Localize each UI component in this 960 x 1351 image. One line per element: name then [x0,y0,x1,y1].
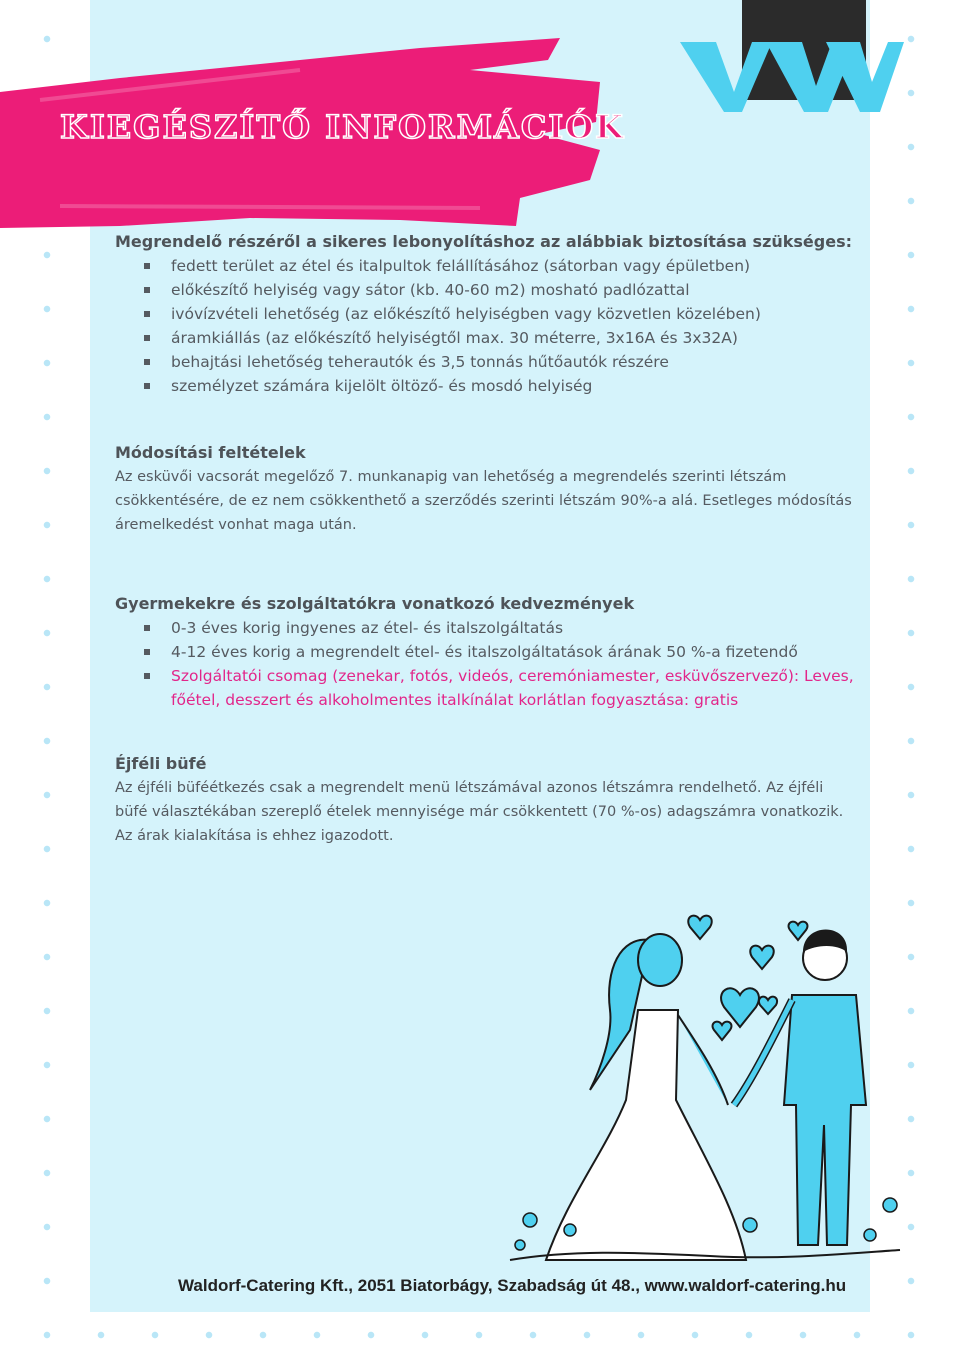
modifications-text: Az esküvői vacsorát megelőző 7. munkanapig van lehetőség a megrendelés szerinti létszám csökkentésére, de ez nem csökkenthető a szerződés szerinti létszám 90%-a alá. Esetleges módosítás áremelkedést vonhat maga után. [115,469,852,533]
footer-address: Waldorf-Catering Kft., 2051 Biatorbágy, Szabadság út 48., www.waldorf-catering.hu [178,1276,847,1295]
page-title: KIEGÉSZÍTŐ INFORMÁCIÓK [60,108,625,146]
waldorf-logo [676,0,906,125]
buffet-section [115,752,855,848]
list-item: 4-12 éves korig a megrendelt étel- és italszolgáltatások árának 50 %-a fizetendő [171,640,855,664]
discounts-heading: Gyermekekre és szolgáltatókra vonatkozó kedvezmények [115,594,635,613]
list-item: előkészítő helyiség vagy sátor (kb. 40-60 m2) mosható padlózattal [171,278,852,302]
discounts-list [115,616,855,712]
modifications-heading: Módosítási feltételek [115,443,306,462]
requirements-heading: Megrendelő részéről a sikeres lebonyolításhoz az alábbiak biztosítása szükséges: [115,232,853,251]
list-item: fedett terület az étel és italpultok felállításához (sátorban vagy épületben) [171,254,852,278]
discounts-section [115,592,855,712]
list-item: áramkiállás (az előkészítő helyiségtől max. 30 méterre, 3x16A és 3x32A) [171,326,852,350]
modifications-section [115,441,855,537]
list-item: Szolgáltatói csomag (zenekar, fotós, videós, ceremóniamester, esküvőszervező): Leves, főétel, desszert és alkoholmentes italkínálat korlátlan fogyasztása: gratis [171,664,855,712]
list-item: személyzet számára kijelölt öltöző- és mosdó helyiség [171,374,852,398]
requirements-section [115,230,852,398]
wedding-couple-illustration [500,900,910,1280]
buffet-heading: Éjféli büfé [115,754,207,773]
list-item: ivóvízvételi lehetőség (az előkészítő helyiségben vagy közvetlen közelében) [171,302,852,326]
list-item: 0-3 éves korig ingyenes az étel- és italszolgáltatás [171,616,855,640]
requirements-list [115,254,852,398]
list-item: behajtási lehetőség teherautók és 3,5 tonnás hűtőautók részére [171,350,852,374]
buffet-text: Az éjféli büféétkezés csak a megrendelt menü létszámával azonos létszámra rendelhető. Az éjféli büfé választékában szereplő ételek mennyisége már csökkentett (70 %-os) adagszámra vonatkozik. Az árak kialakítása is ehhez igazodott. [115,780,844,844]
